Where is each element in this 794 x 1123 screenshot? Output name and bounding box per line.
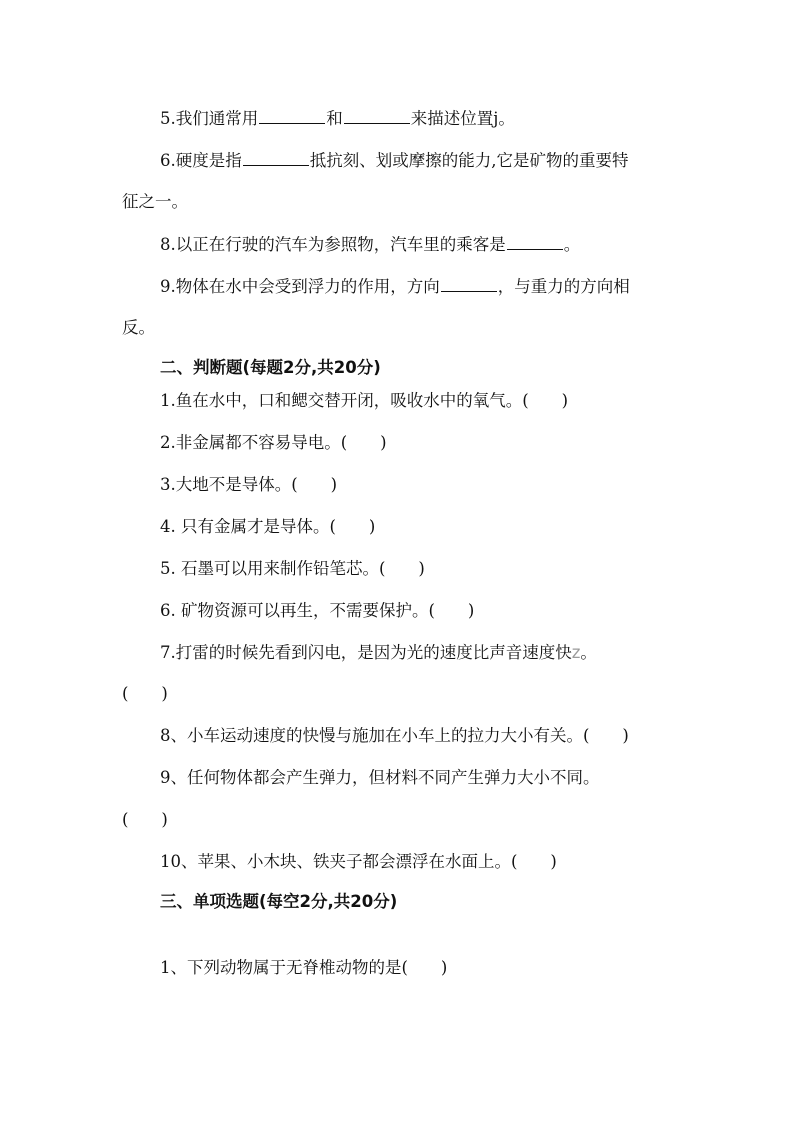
judge-item-10: 10、苹果、小木块、铁夹子都会漂浮在水面上。( ) [160, 852, 557, 871]
judge-item-4: 4. 只有金属才是导体。( ) [160, 517, 376, 536]
answer-blank[interactable] [243, 148, 309, 166]
fill-item-8: 8.以正在行驶的汽车为参照物，汽车里的乘客是 。 [160, 232, 580, 257]
judge-item-6: 6. 矿物资源可以再生，不需要保护。( ) [160, 601, 475, 620]
judge-item-9: 9、任何物体都会产生弹力，但材料不同产生弹力大小不同。 [160, 768, 600, 787]
judge-item-2: 2.非金属都不容易导电。( ) [160, 433, 387, 452]
judge-item-8: 8、小车运动速度的快慢与施加在小车上的拉力大小有关。( ) [160, 726, 629, 745]
judge-item-3: 3.大地不是导体。( ) [160, 475, 338, 494]
fill-item-6-continuation: 征之一。 [122, 192, 188, 211]
fill-item-9: 9.物体在水中会受到浮力的作用，方向 ，与重力的方向相 [160, 274, 630, 299]
judge-item-5: 5. 石墨可以用来制作铅笔芯。( ) [160, 559, 425, 578]
fill-item-5: 5.我们通常用 和 来描述位置j。 [160, 106, 515, 131]
judge-item-1: 1.鱼在水中，口和鳃交替开闭，吸收水中的氧气。( ) [160, 391, 569, 410]
judge-item-7: 7.打雷的时候先看到闪电，是因为光的速度比声音速度快z。 [160, 643, 597, 662]
fill-item-9-continuation: 反。 [122, 318, 155, 337]
answer-blank[interactable] [344, 106, 410, 124]
judge-item-7-bracket: ( ) [122, 684, 168, 703]
section-title-judgement: 二、判断题(每题2分,共20分) [160, 358, 381, 377]
answer-blank[interactable] [441, 274, 497, 292]
answer-blank[interactable] [507, 232, 563, 250]
judge-item-9-bracket: ( ) [122, 810, 168, 829]
stray-mark: z [571, 643, 581, 662]
choice-item-1: 1、下列动物属于无脊椎动物的是( ) [160, 958, 448, 977]
fill-item-6: 6.硬度是指 抵抗刻、划或摩擦的能力,它是矿物的重要特 [160, 148, 629, 173]
answer-blank[interactable] [259, 106, 325, 124]
section-title-single-choice: 三、单项选题(每空2分,共20分) [160, 892, 398, 911]
